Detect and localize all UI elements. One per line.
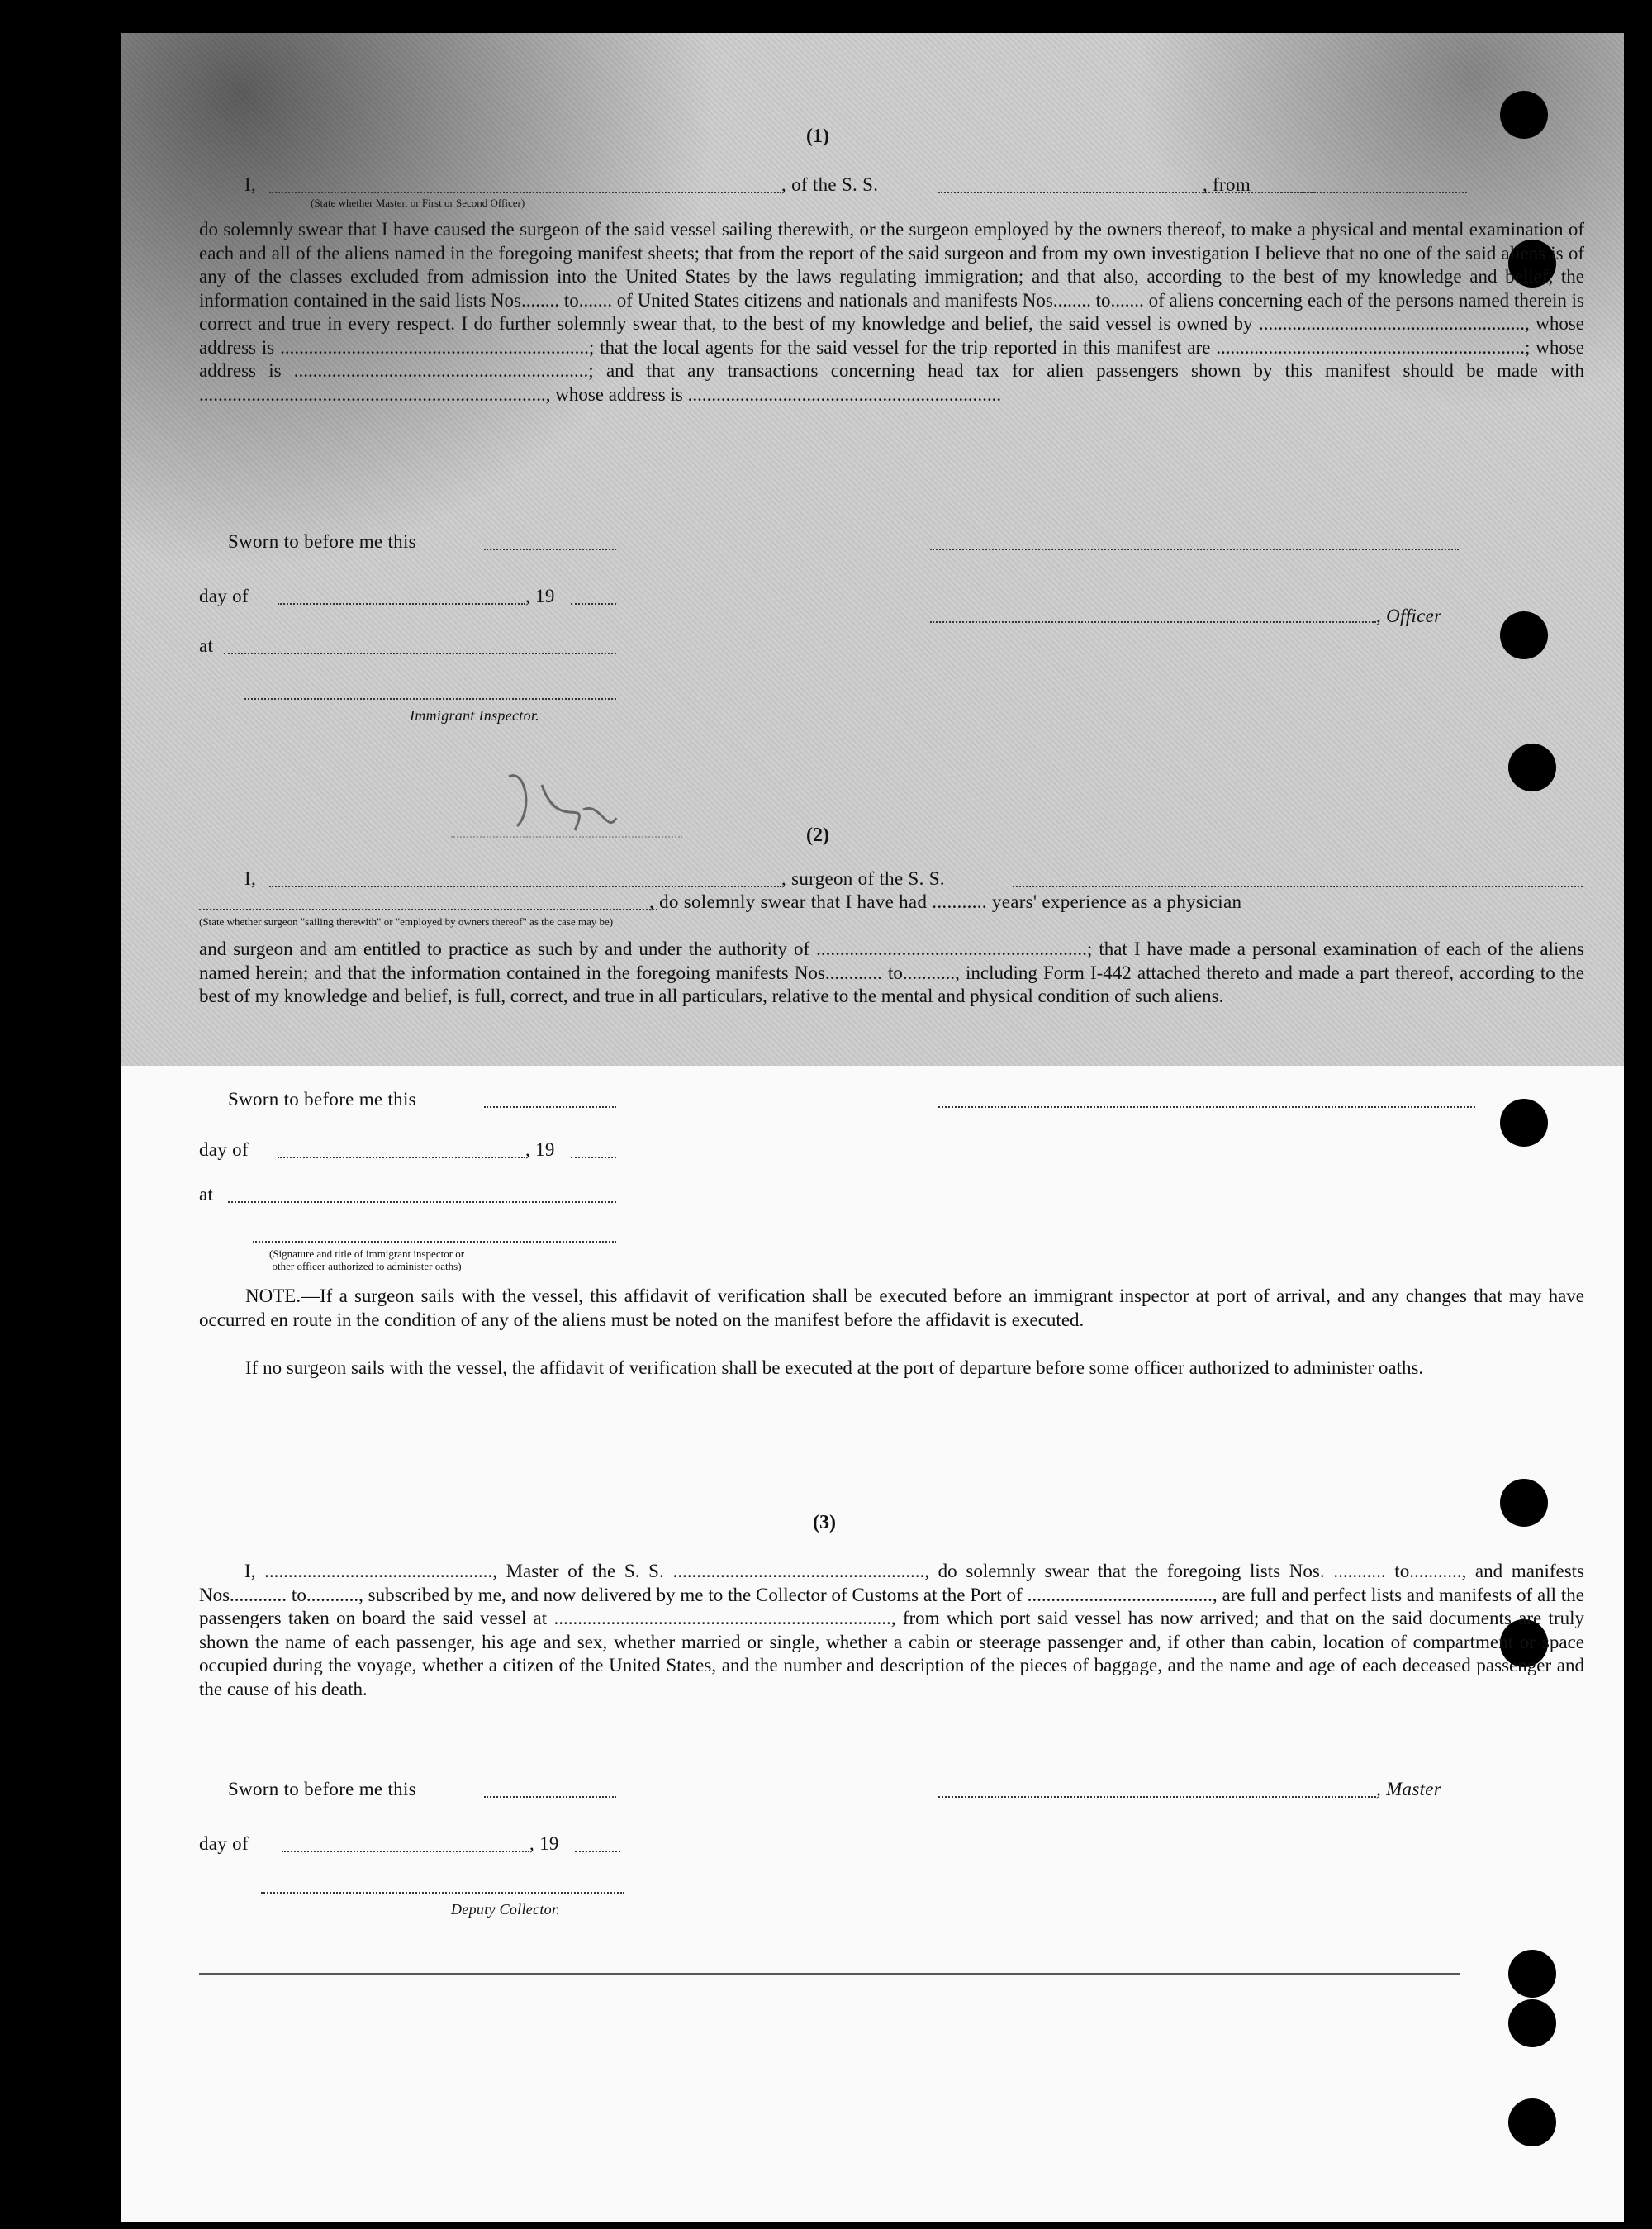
s2-ship-field[interactable] [1013,886,1583,887]
s2-inspector-line[interactable] [253,1241,616,1243]
s2-note-paragraph-2: If no surgeon sails with the vessel, the affidavit of verification shall be executed at the port of departure before some officer authorized to administer oaths. [245,1357,1424,1378]
s2-type-field[interactable] [199,909,657,910]
s3-year-label: , 19 [529,1833,559,1854]
s2-name-field[interactable] [269,886,781,887]
s3-deputy-line[interactable] [261,1892,624,1894]
s3-year-field[interactable] [575,1851,620,1852]
s1-from-field[interactable] [1277,192,1467,193]
s3-sworn-label: Sworn to before me this [228,1779,416,1799]
s3-day-of-label: day of [199,1833,249,1854]
s1-day-field[interactable] [278,603,525,605]
s1-sworn-date-field[interactable] [484,549,616,550]
s1-oath-text: do solemnly swear that I have caused the surgeon of the said vessel sailing therewith, or the surgeon employed by the owners thereof, to make a physical and mental examination of each and all of the aliens named in the foregoing manifest sheets; that from the report of the said surgeon and from my own investigation I believe that no one of the said aliens is of any of the classes excluded from admission into the United States by the laws regulating immigration; and that also, according to the best of my knowledge and belief, the information contained in the said lists Nos........ to....... of United States citizens and nationals and manifests Nos........ to....... of aliens concerning each of the persons named therein is correct and true in every respect. I do further solemnly swear that, to the best of my knowledge and belief, the said vessel is owned by ........................................................, whose address is .................................................................; that the local agents for the said vessel for the trip reported in this manifest are .................................................................; whose address is ..............................................................; and that any transactions concerning head tax for alien passengers shown by this manifest should be made with ........................................................................., whose address is .................................................................. [199,219,1584,405]
punch-hole [1508,2098,1556,2146]
s1-name-field[interactable] [269,192,781,193]
s2-type-note: (State whether surgeon "sailing therewith" or "employed by owners thereof" as the case may be) [199,915,614,928]
s1-bottom-dots [451,836,682,838]
s1-at-field[interactable] [224,653,616,654]
s2-oath-text: and surgeon and am entitled to practice as such by and under the authority of .........................................................; that I have made a personal examination of each of the aliens named herein; and that the information contained in the foregoing manifests Nos............ to..........., including Form I-442 attached thereto and made a part thereof, according to the best of my knowledge and belief, is full, correct, and true in all particulars, relative to the mental and physical condition of such aliens. [199,939,1584,1006]
s2-signature-note: (Signature and title of immigrant inspector or other officer authorized to administer oaths) [269,1248,465,1272]
s3-master-label: , Master [1376,1779,1442,1799]
document-page [121,33,1624,2222]
punch-hole [1508,1950,1556,1998]
s2-at-label: at [199,1184,214,1205]
section-2-number: (2) [806,825,829,846]
punch-hole [1500,1479,1548,1527]
s1-of-ss-label: , of the S. S. [781,174,879,195]
bottom-rule [199,1973,1460,1975]
s2-i-label: I, [244,868,257,889]
punch-hole [1500,91,1548,139]
s2-do-solemnly-text: , do solemnly swear that I have had ........... years' experience as a physician [649,891,1242,912]
s1-ship-field[interactable] [938,192,1318,193]
s3-sworn-date-field[interactable] [484,1796,616,1798]
s1-year-field[interactable] [571,603,616,605]
s1-inspector-label: Immigrant Inspector. [410,707,539,724]
s3-oath-text: I, ................................................, Master of the S. S. ....................................................., do solemnly swear that the foregoing lists Nos. ........... to..........., and manifests Nos............ to..........., subscribed by me, and now delivered by me to the Collector of Customs at the Port of ......................................., are full and perfect lists and manifests of all the passengers taken on board the said vessel at ......................................................................., from which port said vessel has now arrived; and that on the said documents are truly shown the name of each passenger, his age and sex, whether married or single, whether a cabin or steerage passenger and, if other than cabin, location of compartment or space occupied during the voyage, whether a citizen of the United States, and the number and description of the pieces of baggage, and the name and age of each deceased passenger and the cause of his death. [199,1561,1584,1699]
s2-sworn-date-field[interactable] [484,1106,616,1108]
punch-hole [1508,744,1556,791]
section-3-number: (3) [813,1512,836,1533]
punch-hole [1500,1099,1548,1147]
s2-year-label: , 19 [525,1139,555,1160]
s1-day-of-label: day of [199,586,249,606]
s1-at-label: at [199,635,214,656]
punch-hole [1500,611,1548,659]
s1-inspector-line[interactable] [244,698,616,700]
s1-title-note: (State whether Master, or First or Second Officer) [311,197,525,209]
s2-at-field[interactable] [228,1201,616,1203]
s2-signature-line[interactable] [938,1106,1475,1108]
s1-officer-line[interactable] [930,621,1376,623]
s1-i-label: I, [244,174,257,195]
s1-from-label: , from [1203,174,1251,195]
s3-day-field[interactable] [282,1851,529,1852]
s1-officer-label: , Officer [1376,606,1442,626]
s1-signature-line[interactable] [930,549,1459,550]
s2-surgeon-of-label: , surgeon of the S. S. [781,868,945,889]
s2-day-of-label: day of [199,1139,249,1160]
s2-day-field[interactable] [278,1157,525,1158]
s3-deputy-label: Deputy Collector. [451,1901,561,1918]
s1-year-label: , 19 [525,586,555,606]
s2-year-field[interactable] [571,1157,616,1158]
s2-note-paragraph: NOTE.—If a surgeon sails with the vessel, this affidavit of verification shall be executed before an immigrant inspector at port of arrival, and any changes that may have occurred en route in the condition of any of the aliens must be noted on the manifest before the affidavit is executed. [199,1286,1584,1330]
s1-sworn-label: Sworn to before me this [228,531,416,552]
s2-sworn-label: Sworn to before me this [228,1089,416,1110]
s3-master-signature-line[interactable] [938,1796,1376,1798]
section-1-number: (1) [806,126,829,147]
punch-hole [1508,1999,1556,2047]
